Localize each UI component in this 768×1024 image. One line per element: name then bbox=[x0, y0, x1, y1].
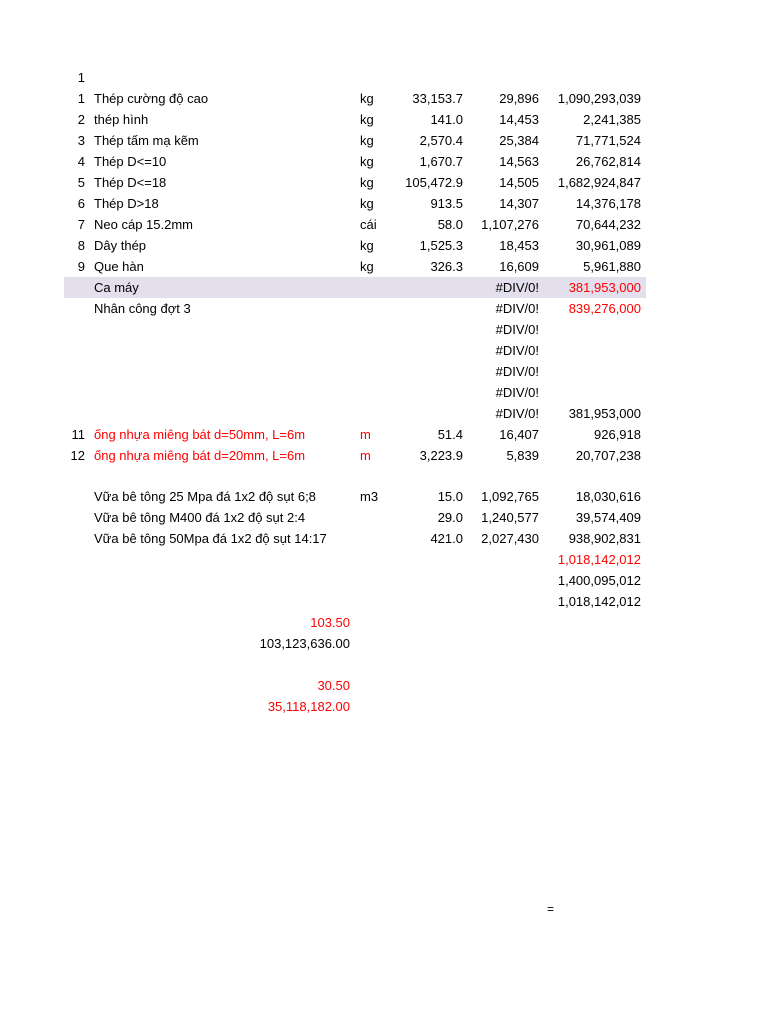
item-unit-price[interactable]: #DIV/0! bbox=[495, 301, 539, 316]
table-row-highlighted bbox=[64, 277, 646, 298]
table-row bbox=[0, 109, 768, 130]
item-unit-price[interactable]: 1,092,765 bbox=[481, 489, 539, 504]
item-name[interactable]: Neo cáp 15.2mm bbox=[94, 217, 193, 232]
item-total[interactable]: 381,953,000 bbox=[568, 280, 641, 295]
item-total[interactable]: 20,707,238 bbox=[575, 448, 641, 463]
item-quantity[interactable]: 913.5 bbox=[430, 196, 463, 211]
item-unit-price[interactable]: #DIV/0! bbox=[495, 385, 539, 400]
table-row bbox=[0, 88, 768, 109]
item-name[interactable]: Ca máy bbox=[94, 280, 139, 295]
table-row bbox=[0, 130, 768, 151]
item-unit-price[interactable]: 14,563 bbox=[499, 154, 539, 169]
item-quantity[interactable]: 51.4 bbox=[437, 427, 463, 442]
table-row bbox=[0, 403, 768, 424]
item-total[interactable]: 14,376,178 bbox=[575, 196, 641, 211]
calc-value[interactable]: 103,123,636.00 bbox=[259, 636, 350, 651]
item-name[interactable]: Vữa bê tông 50Mpa đá 1x2 độ sụt 14:17 bbox=[94, 531, 327, 546]
calc-value[interactable]: 103.50 bbox=[310, 615, 350, 630]
item-quantity[interactable]: 326.3 bbox=[430, 259, 463, 274]
total-row bbox=[0, 570, 768, 591]
table-row bbox=[0, 319, 768, 340]
table-row bbox=[0, 486, 768, 507]
total-row bbox=[0, 549, 768, 570]
item-quantity[interactable]: 1,670.7 bbox=[419, 154, 463, 169]
item-unit[interactable]: kg bbox=[360, 238, 374, 253]
grand-total[interactable]: 1,018,142,012 bbox=[557, 594, 641, 609]
item-unit-price[interactable]: 29,896 bbox=[499, 91, 539, 106]
item-unit[interactable]: kg bbox=[360, 91, 374, 106]
item-quantity[interactable]: 421.0 bbox=[430, 531, 463, 546]
item-total[interactable]: 18,030,616 bbox=[575, 489, 641, 504]
item-name[interactable]: ống nhựa miêng bát d=20mm, L=6m bbox=[94, 448, 306, 463]
item-unit[interactable]: kg bbox=[360, 196, 374, 211]
item-unit[interactable]: kg bbox=[360, 175, 374, 190]
item-total[interactable]: 26,762,814 bbox=[575, 154, 641, 169]
item-total[interactable]: 839,276,000 bbox=[568, 301, 641, 316]
item-unit[interactable]: kg bbox=[360, 133, 374, 148]
item-unit-price[interactable]: #DIV/0! bbox=[495, 406, 539, 421]
item-unit-price[interactable]: #DIV/0! bbox=[495, 280, 539, 295]
item-unit-price[interactable]: 1,107,276 bbox=[481, 217, 539, 232]
item-unit-price[interactable]: 14,505 bbox=[499, 175, 539, 190]
item-unit[interactable]: kg bbox=[360, 154, 374, 169]
item-name[interactable]: Vữa bê tông 25 Mpa đá 1x2 độ sụt 6;8 bbox=[94, 489, 316, 504]
item-quantity[interactable]: 33,153.7 bbox=[412, 91, 463, 106]
item-name[interactable]: Thép D>18 bbox=[94, 196, 159, 211]
row-number[interactable]: 12 bbox=[70, 448, 85, 463]
row-number[interactable]: 7 bbox=[77, 217, 85, 232]
item-total[interactable]: 71,771,524 bbox=[575, 133, 641, 148]
header-number[interactable]: 1 bbox=[77, 70, 85, 85]
table-row bbox=[0, 235, 768, 256]
grand-total[interactable]: 1,018,142,012 bbox=[557, 552, 641, 567]
item-unit[interactable]: m3 bbox=[360, 489, 379, 504]
item-name[interactable]: Que hàn bbox=[94, 259, 144, 274]
item-name[interactable]: Dây thép bbox=[94, 238, 147, 253]
calc-row bbox=[0, 696, 768, 717]
item-total[interactable]: 5,961,880 bbox=[583, 259, 641, 274]
item-unit-price[interactable]: 5,839 bbox=[506, 448, 539, 463]
item-name[interactable]: ống nhựa miêng bát d=50mm, L=6m bbox=[94, 427, 306, 442]
row-number[interactable]: 11 bbox=[71, 427, 85, 442]
item-quantity[interactable]: 1,525.3 bbox=[419, 238, 463, 253]
item-unit-price[interactable]: #DIV/0! bbox=[495, 364, 539, 379]
item-unit-price[interactable]: #DIV/0! bbox=[495, 322, 539, 337]
row-number[interactable]: 2 bbox=[77, 112, 85, 127]
item-total[interactable]: 1,682,924,847 bbox=[557, 175, 641, 190]
item-unit-price[interactable]: 1,240,577 bbox=[481, 510, 539, 525]
table-row bbox=[0, 256, 768, 277]
calc-row bbox=[0, 612, 768, 633]
item-unit-price[interactable]: 16,609 bbox=[499, 259, 539, 274]
item-unit-price[interactable]: 16,407 bbox=[499, 427, 539, 442]
calc-row bbox=[0, 675, 768, 696]
item-total[interactable]: 926,918 bbox=[594, 427, 641, 442]
table-row bbox=[0, 193, 768, 214]
item-quantity[interactable]: 3,223.9 bbox=[419, 448, 463, 463]
calc-value[interactable]: 35,118,182.00 bbox=[267, 699, 350, 714]
table-row bbox=[0, 507, 768, 528]
row-number[interactable]: 5 bbox=[77, 175, 85, 190]
table-row bbox=[0, 298, 768, 319]
item-unit-price[interactable]: 18,453 bbox=[499, 238, 539, 253]
item-name[interactable]: Thép cường độ cao bbox=[94, 91, 209, 106]
item-quantity[interactable]: 105,472.9 bbox=[405, 175, 463, 190]
table-row bbox=[0, 214, 768, 235]
item-quantity[interactable]: 2,570.4 bbox=[419, 133, 463, 148]
calc-value[interactable]: 30.50 bbox=[317, 678, 350, 693]
item-name[interactable]: Thép D<=18 bbox=[94, 175, 167, 190]
row-number[interactable]: 8 bbox=[77, 238, 85, 253]
item-unit-price[interactable]: 2,027,430 bbox=[481, 531, 539, 546]
item-total[interactable]: 938,902,831 bbox=[568, 531, 641, 546]
item-unit-price[interactable]: 14,307 bbox=[499, 196, 539, 211]
item-total[interactable]: 2,241,385 bbox=[583, 112, 641, 127]
item-unit[interactable]: kg bbox=[360, 112, 374, 127]
item-quantity[interactable]: 141.0 bbox=[430, 112, 463, 127]
item-unit-price[interactable]: 14,453 bbox=[499, 112, 539, 127]
item-quantity[interactable]: 58.0 bbox=[437, 217, 463, 232]
table-row bbox=[0, 172, 768, 193]
item-quantity[interactable]: 15.0 bbox=[437, 489, 463, 504]
row-number[interactable]: 3 bbox=[77, 133, 85, 148]
item-quantity[interactable]: 29.0 bbox=[437, 510, 463, 525]
equals-cell[interactable]: = bbox=[547, 902, 555, 916]
item-total[interactable]: 1,090,293,039 bbox=[557, 91, 641, 106]
table-row bbox=[0, 361, 768, 382]
table-row bbox=[0, 151, 768, 172]
row-number[interactable]: 6 bbox=[77, 196, 85, 211]
item-name[interactable]: Nhân công đợt 3 bbox=[94, 301, 191, 316]
item-total[interactable]: 381,953,000 bbox=[568, 406, 641, 421]
item-name[interactable]: Vữa bê tông M400 đá 1x2 độ sụt 2:4 bbox=[94, 510, 306, 525]
item-unit[interactable]: kg bbox=[360, 259, 374, 274]
item-unit-price[interactable]: 25,384 bbox=[499, 133, 539, 148]
header-row bbox=[0, 67, 768, 88]
table-row bbox=[0, 382, 768, 403]
row-number[interactable]: 4 bbox=[77, 154, 85, 169]
item-name[interactable]: Thép tấm mạ kẽm bbox=[94, 133, 199, 148]
row-number[interactable]: 9 bbox=[77, 259, 85, 274]
calc-row bbox=[0, 633, 768, 654]
item-unit[interactable]: m bbox=[360, 448, 371, 463]
item-name[interactable]: thép hình bbox=[94, 112, 149, 127]
total-row bbox=[0, 591, 768, 612]
table-row bbox=[0, 445, 768, 466]
item-total[interactable]: 70,644,232 bbox=[575, 217, 641, 232]
item-name[interactable]: Thép D<=10 bbox=[94, 154, 167, 169]
item-total[interactable]: 39,574,409 bbox=[575, 510, 641, 525]
grand-total[interactable]: 1,400,095,012 bbox=[557, 573, 641, 588]
item-unit[interactable]: m bbox=[360, 427, 371, 442]
item-unit-price[interactable]: #DIV/0! bbox=[495, 343, 539, 358]
item-unit[interactable]: cái bbox=[360, 217, 377, 232]
table-row bbox=[0, 340, 768, 361]
row-number[interactable]: 1 bbox=[77, 91, 85, 106]
item-total[interactable]: 30,961,089 bbox=[575, 238, 641, 253]
table-row bbox=[0, 528, 768, 549]
table-row bbox=[0, 424, 768, 445]
